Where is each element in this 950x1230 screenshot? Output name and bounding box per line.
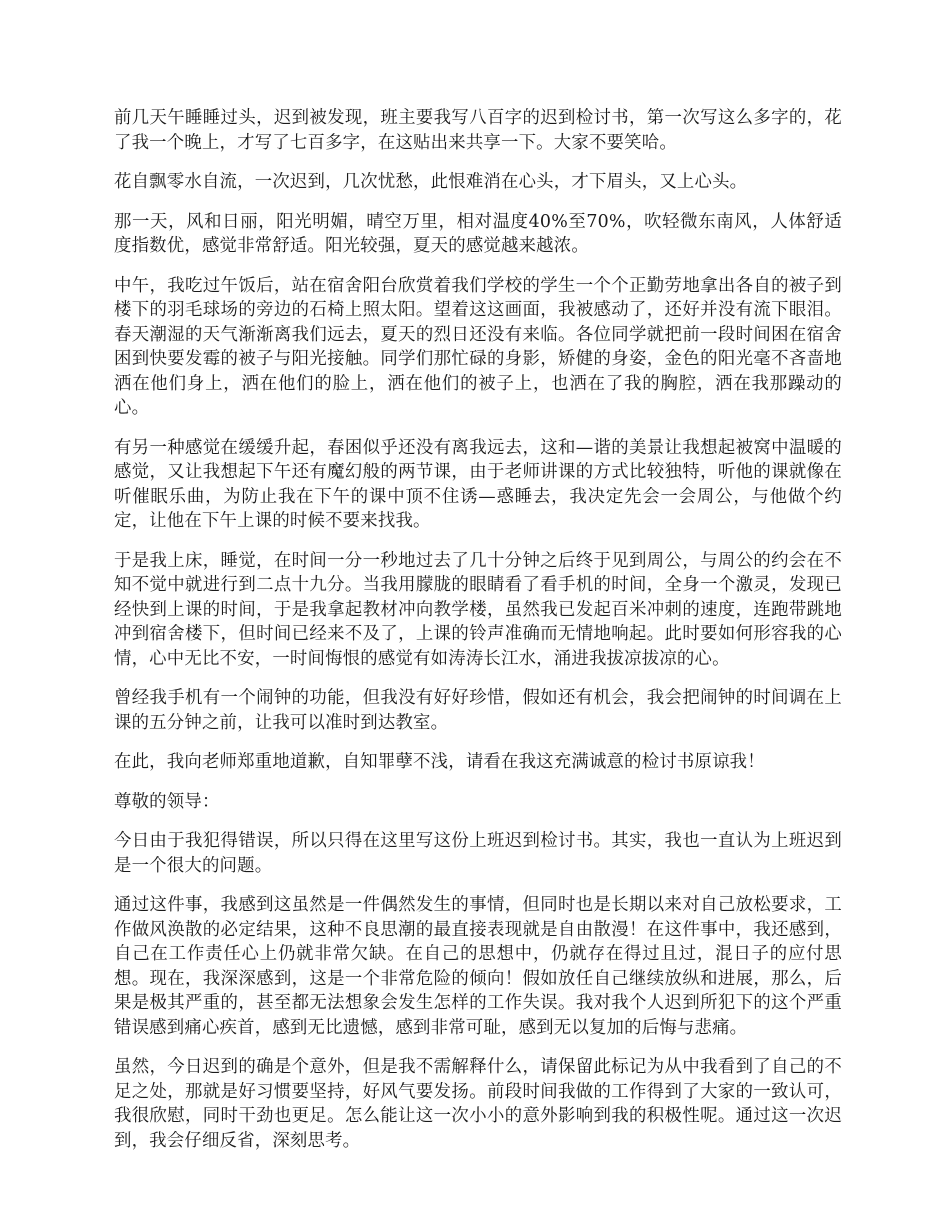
paragraph-4: 中午，我吃过午饭后，站在宿舍阳台欣赏着我们学校的学生一个个正勤劳地拿出各自的被子到楼下的羽毛球场的旁边的石椅上照太阳。望着这这画面，我被感动了，还好并没有流下眼泪。春天潮湿的天气渐渐离我们远去，夏天的烈日还没有来临。各位同学就把前一段时间困在宿舍困到快要发霉的被子与阳光接触。同学们那忙碌的身影，矫健的身姿，金色的阳光毫不吝啬地洒在他们身上，洒在他们的脸上，洒在他们的被子上，也洒在了我的胸腔，洒在我那躁动的心。	[114, 275, 842, 418]
paragraph-7: 曾经我手机有一个闹钟的功能，但我没有好好珍惜，假如还有机会，我会把闹钟的时间调在上课的五分钟之前，让我可以准时到达教室。	[114, 688, 842, 733]
paragraph-1: 前几天午睡睡过头，迟到被发现，班主要我写八百字的迟到检讨书，第一次写这么多字的，花了我一个晚上，才写了七百多字，在这贴出来共享一下。大家不要笑哈。	[114, 108, 842, 153]
paragraph-10: 今日由于我犯得错误，所以只得在这里写这份上班迟到检讨书。其实，我也一直认为上班迟到是一个很大的问题。	[114, 831, 842, 876]
paragraph-11: 通过这件事，我感到这虽然是一件偶然发生的事情，但同时也是长期以来对自己放松要求，工作做风涣散的必定结果，这种不良思潮的最直接表现就是自由散漫！在这件事中，我还感到，自己在工作责任心上仍就非常欠缺。在自己的思想中，仍就存在得过且过，混日子的应付思想。现在，我深深感到，这是一个非常危险的倾向！假如放任自己继续放纵和进展，那么，后果是极其严重的，甚至都无法想象会发生怎样的工作失误。我对我个人迟到所犯下的这个严重错误感到痛心疾首，感到无比遗憾，感到非常可耻，感到无以复加的后悔与悲痛。	[114, 895, 842, 1038]
paragraph-12: 虽然，今日迟到的确是个意外，但是我不需解释什么，请保留此标记为从中我看到了自己的不足之处，那就是好习惯要坚持，好风气要发扬。前段时间我做的工作得到了大家的一致认可，我很欣慰，同时干劲也更足。怎么能让这一次小小的意外影响到我的积极性呢。通过这一次迟到，我会仔细反省，深刻思考。	[114, 1057, 842, 1151]
paragraph-6: 于是我上床，睡觉，在时间一分一秒地过去了几十分钟之后终于见到周公，与周公的约会在不知不觉中就进行到二点十九分。当我用朦胧的眼睛看了看手机的时间，全身一个激灵，发现已经快到上课的时间，于是我拿起教材冲向教学楼，虽然我已发起百米冲刺的速度，连跑带跳地冲到宿舍楼下，但时间已经来不及了，上课的铃声准确而无情地响起。此时要如何形容我的心情，心中无比不安，一时间悔恨的感觉有如涛涛长江水，涌进我拔凉拔凉的心。	[114, 550, 842, 669]
paragraph-3: 那一天，风和日丽，阳光明媚，晴空万里，相对温度40%至70%，吹轻微东南风，人体舒适度指数优，感觉非常舒适。阳光较强，夏天的感觉越来越浓。	[114, 211, 842, 256]
paragraph-2: 花自飘零水自流，一次迟到，几次忧愁，此恨难消在心头，才下眉头，又上心头。	[114, 172, 748, 192]
salutation: 尊敬的领导：	[114, 791, 220, 812]
paragraph-8: 在此，我向老师郑重地道歉，自知罪孽不浅，请看在我这充满诚意的检讨书原谅我！	[114, 752, 765, 772]
paragraph-5: 有另一种感觉在缓缓升起，春困似乎还没有离我远去，这和—谐的美景让我想起被窝中温暖的感觉，又让我想起下午还有魔幻般的两节课，由于老师讲课的方式比较独特，听他的课就像在听催眠乐曲，为防止我在下午的课中顶不住诱—惑睡去，我决定先会一会周公，与他做个约定，让他在下午上课的时候不要来找我。	[114, 437, 842, 531]
document-page	[114, 106, 842, 1168]
